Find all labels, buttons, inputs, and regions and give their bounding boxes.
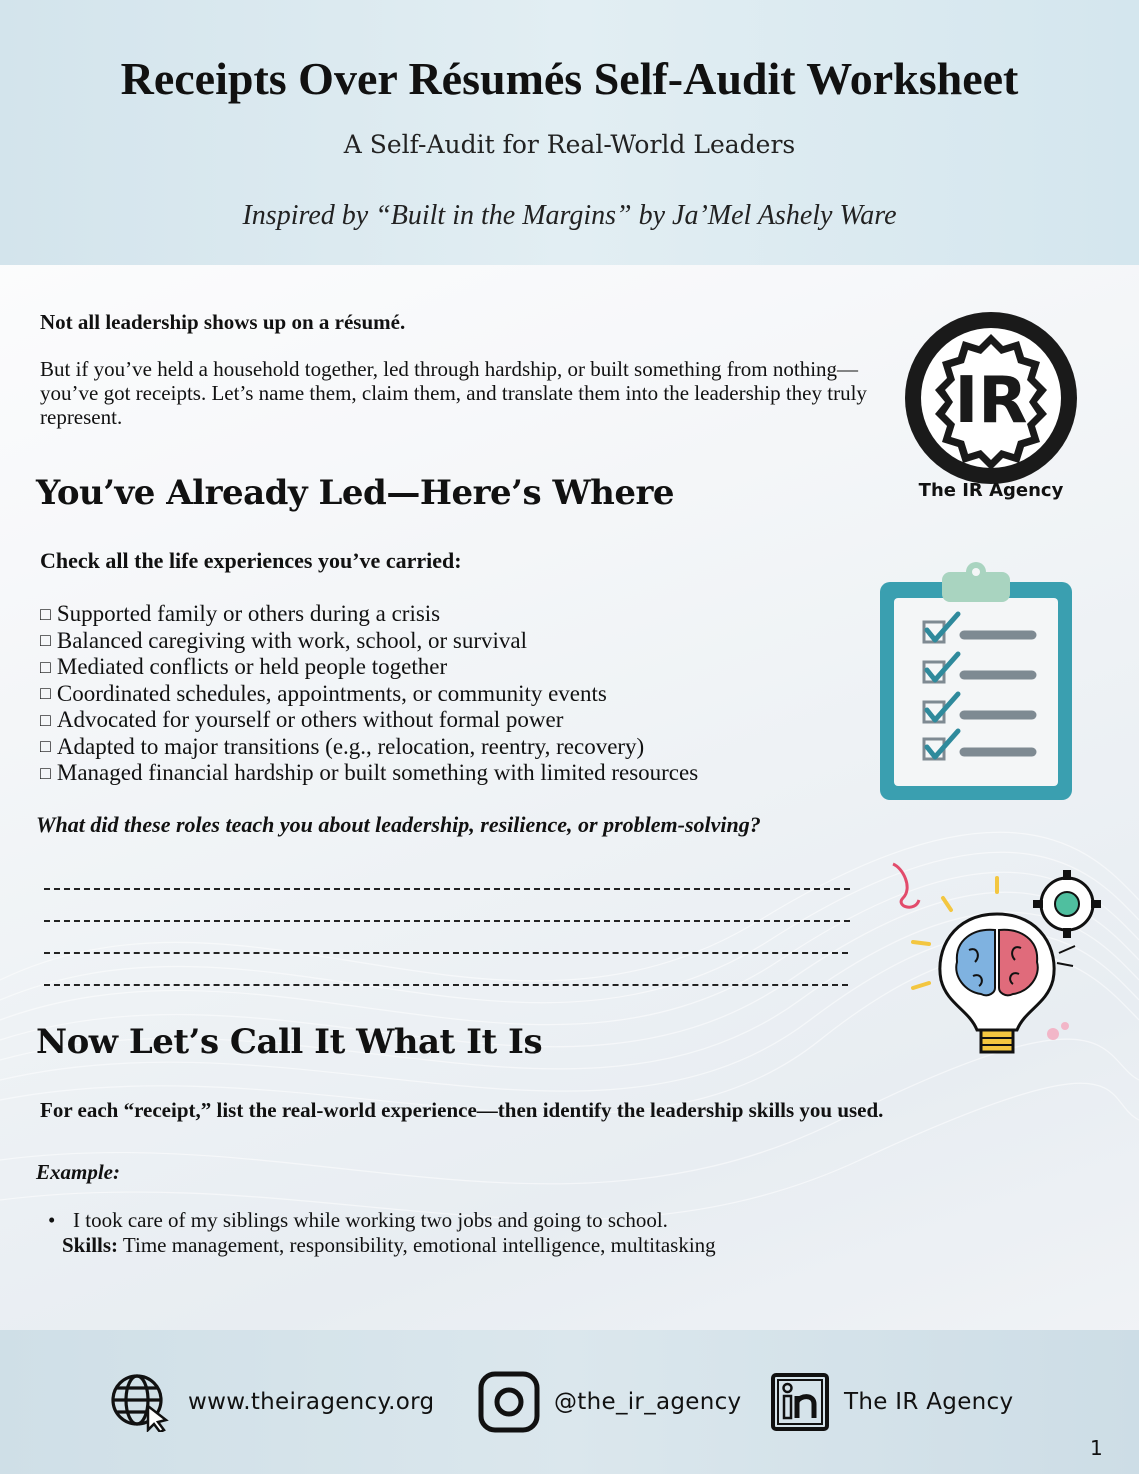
checklist-item[interactable] (40, 760, 698, 787)
answer-lines[interactable] (44, 862, 850, 990)
logo-letters: IR (954, 364, 1028, 438)
checklist-item[interactable] (40, 734, 698, 761)
inspired-by-line: Inspired by “Built in the Margins” by Ja’Mel Ashely Ware (242, 200, 897, 231)
footer-instagram[interactable] (478, 1372, 741, 1432)
checklist-item[interactable] (40, 601, 698, 628)
answer-line[interactable] (44, 862, 850, 890)
linkedin-icon (770, 1372, 830, 1432)
ir-agency-logo (896, 296, 1086, 506)
checklist-item-label: Balanced caregiving with work, school, or survival (56, 627, 527, 653)
website-link[interactable]: www.theiragency.org (188, 1389, 435, 1415)
brain-lightbulb-icon (885, 858, 1110, 1073)
footer-linkedin[interactable] (770, 1372, 1013, 1432)
receipt-instruction: For each “receipt,” list the real-world experience—then identify the leadership skills you used. (40, 1098, 884, 1122)
checklist-item[interactable] (40, 707, 698, 734)
checklist-item-label: Mediated conflicts or held people together (56, 654, 448, 680)
checkbox[interactable]: □ (40, 683, 51, 704)
intro-paragraph: But if you’ve held a household together, led through hardship, or built something from nothing—you’ve got receipts. Let’s name them, claim them, and translate them into the leadership they truly represent. (40, 357, 867, 429)
footer-website[interactable] (110, 1372, 434, 1432)
globe-cursor-icon (110, 1372, 174, 1432)
answer-line[interactable] (44, 926, 848, 954)
answer-line[interactable] (44, 958, 848, 986)
bullet-icon: • (48, 1208, 56, 1232)
section-heading-call-it: Now Let’s Call It What It Is (36, 1022, 543, 1062)
answer-line[interactable] (44, 894, 850, 922)
checklist-item[interactable] (40, 681, 698, 708)
page-subtitle: A Self-Audit for Real-World Leaders (343, 130, 796, 159)
linkedin-name[interactable]: The IR Agency (844, 1389, 1014, 1415)
skills-text: Time management, responsibility, emotional intelligence, multitasking (122, 1233, 716, 1257)
checklist-item-label: Adapted to major transitions (e.g., relocation, reentry, recovery) (56, 733, 645, 759)
checkbox[interactable]: □ (40, 656, 51, 677)
intro-bold-line: Not all leadership shows up on a résumé. (40, 310, 406, 334)
experience-checklist (40, 601, 698, 787)
checklist-item-label: Supported family or others during a crisis (56, 601, 441, 627)
reflection-question: What did these roles teach you about leadership, resilience, or problem-solving? (36, 812, 761, 837)
checklist-heading: Check all the life experiences you’ve carried: (40, 548, 462, 573)
checklist-item[interactable] (40, 628, 698, 655)
checklist-item-label: Managed financial hardship or built something with limited resources (56, 760, 699, 786)
example-label: Example: (36, 1160, 120, 1184)
checkbox[interactable]: □ (40, 603, 51, 624)
example-text: I took care of my siblings while working two jobs and going to school. (73, 1208, 668, 1232)
example-list-item (48, 1208, 716, 1258)
checklist-item[interactable] (40, 654, 698, 681)
checkbox[interactable]: □ (40, 709, 51, 730)
checkbox[interactable]: □ (40, 762, 51, 783)
checklist-item-label: Coordinated schedules, appointments, or community events (56, 680, 607, 706)
clipboard-checklist-icon (872, 560, 1077, 805)
checkbox[interactable]: □ (40, 630, 51, 651)
logo-caption: The IR Agency (918, 480, 1064, 501)
checkbox[interactable]: □ (40, 736, 51, 757)
page-number: 1 (1090, 1436, 1103, 1460)
checklist-item-label: Advocated for yourself or others without formal power (56, 707, 564, 733)
instagram-icon (478, 1371, 540, 1433)
section-heading-already-led: You’ve Already Led—Here’s Where (36, 473, 675, 513)
skills-label: Skills: (62, 1233, 119, 1257)
instagram-handle[interactable]: @the_ir_agency (554, 1389, 742, 1415)
page-title: Receipts Over Résumés Self-Audit Worksheet (120, 53, 1019, 104)
